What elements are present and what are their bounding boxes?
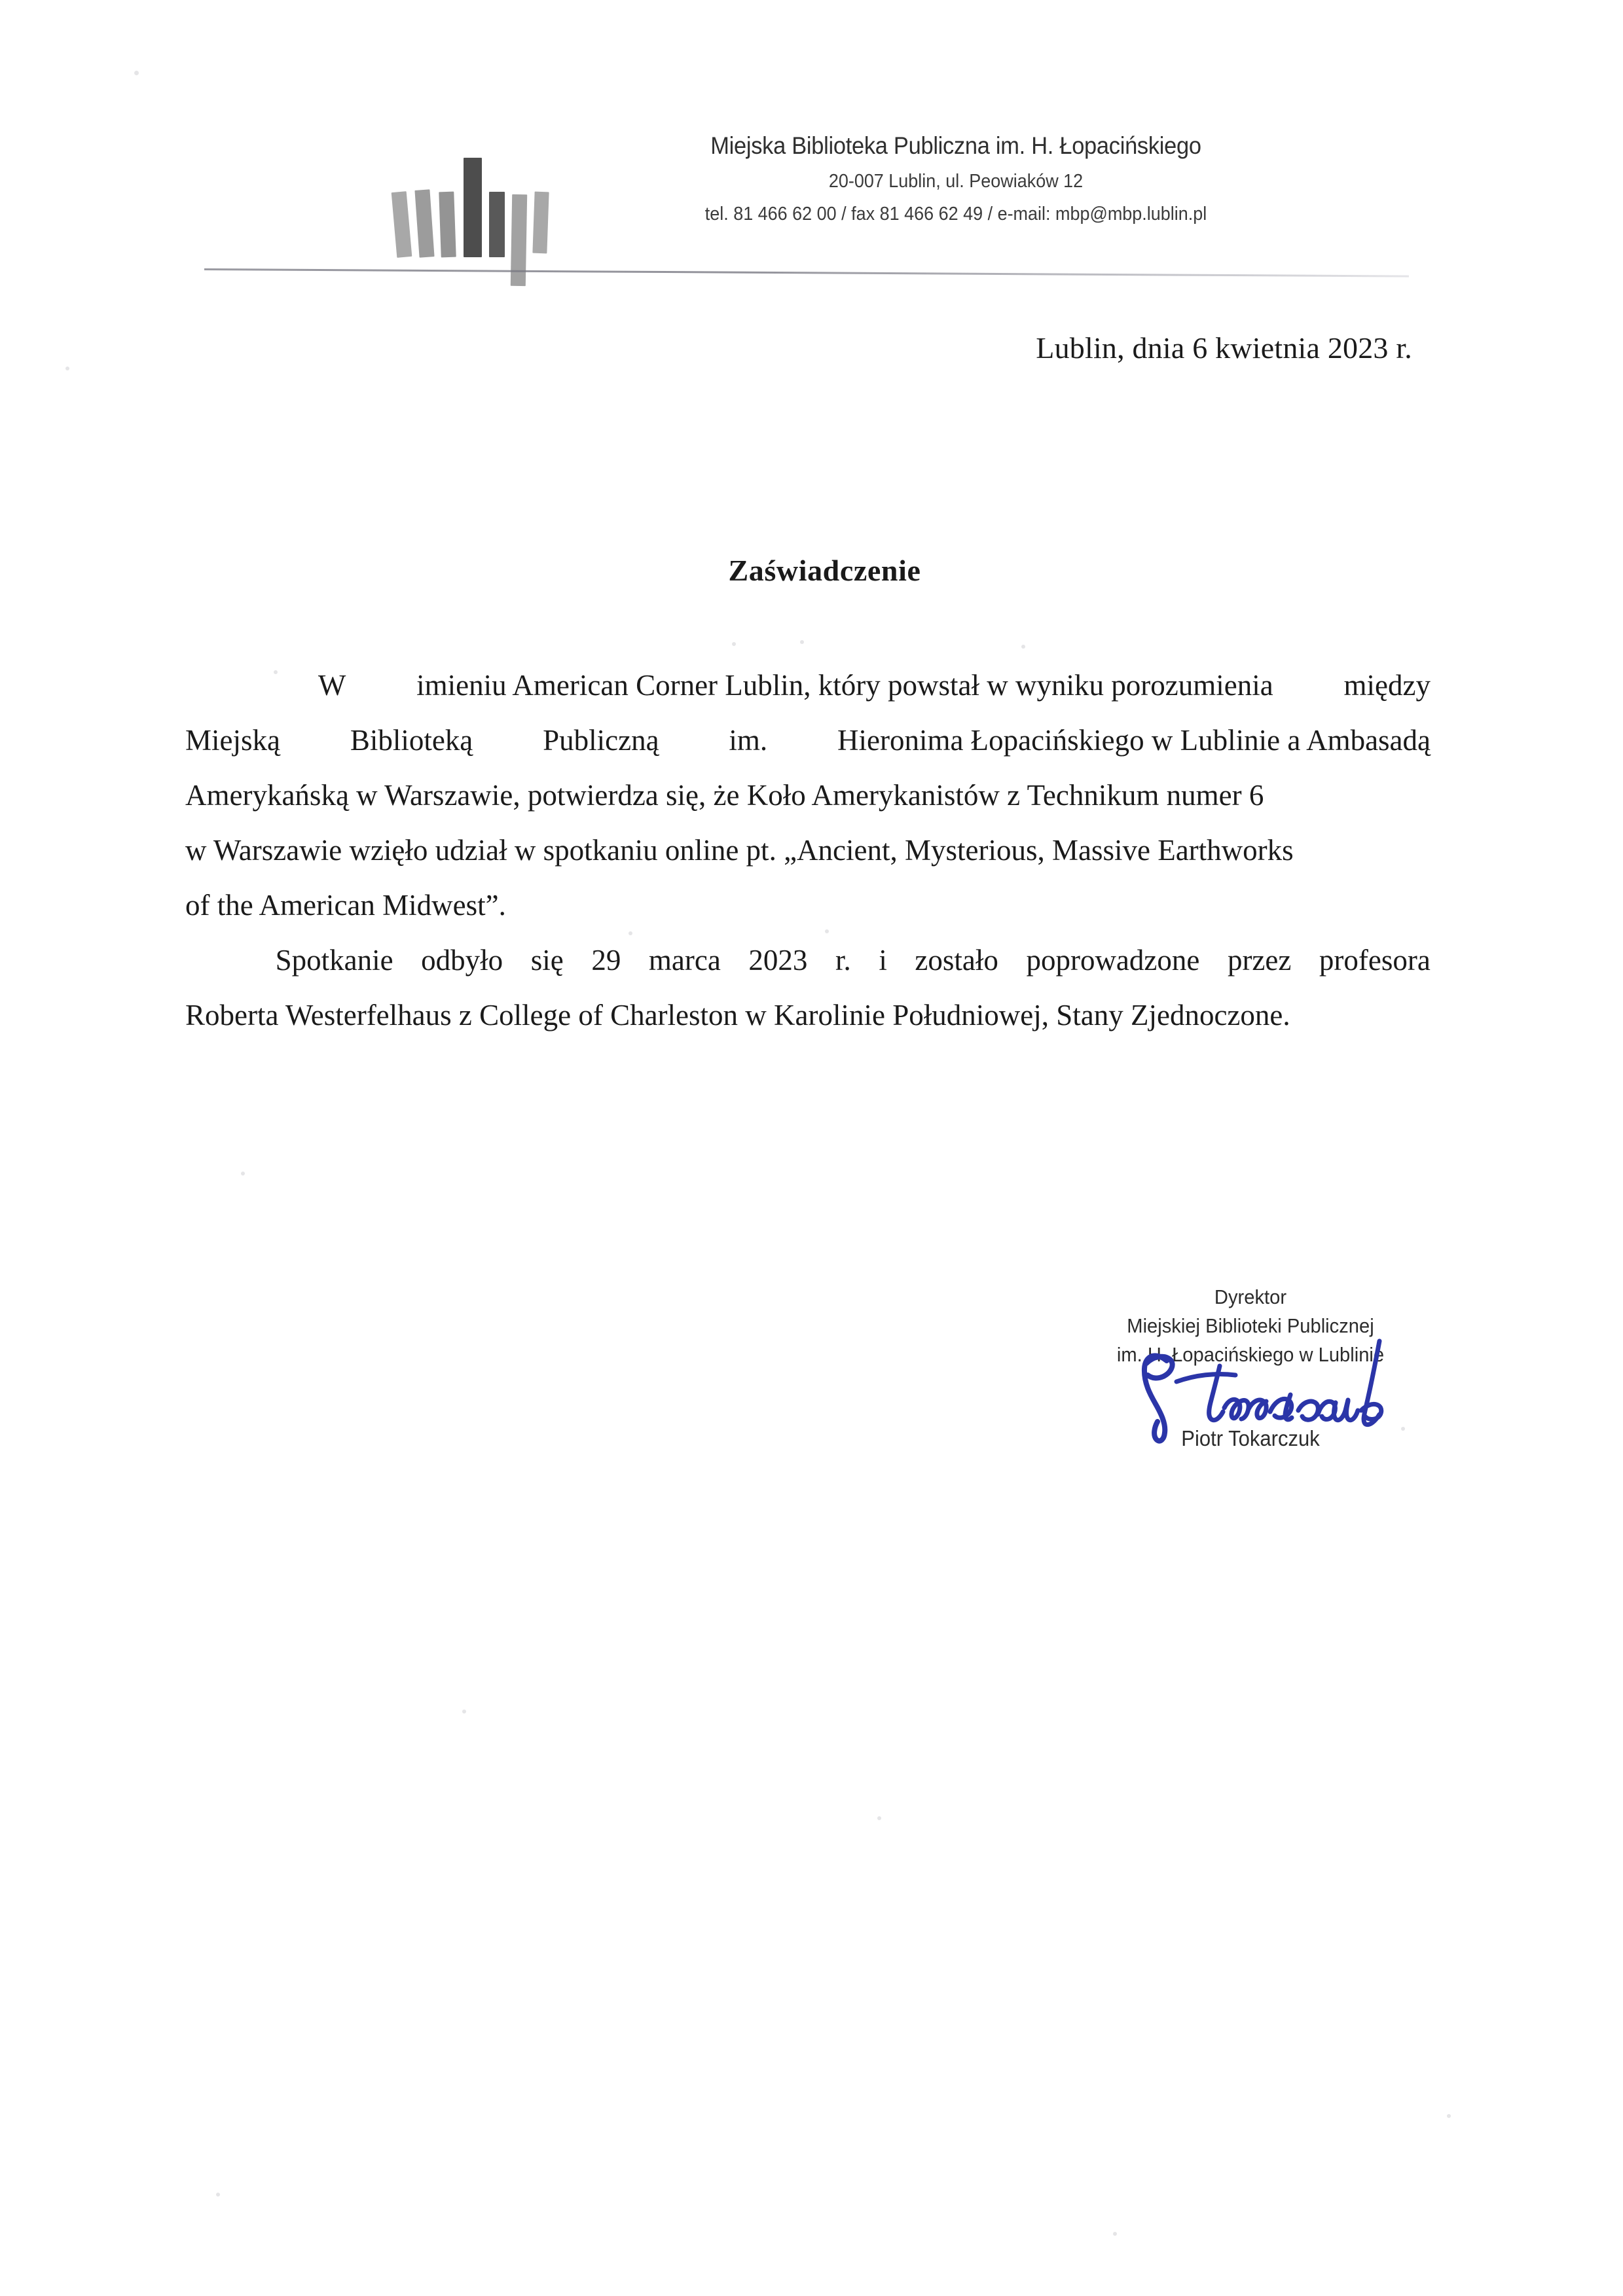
body-line: [185, 658, 1431, 713]
scan-speckle: [877, 1816, 881, 1820]
logo-bar: [392, 191, 412, 258]
scan-speckle: [462, 1710, 466, 1713]
body-line: Roberta Westerfelhaus z College of Charleston w Karolinie Południowej, Stany Zjednoczone.: [185, 999, 1290, 1031]
body-line-segment: Hieronima Łopacińskiego w Lublinie a Ambasadą: [837, 724, 1431, 757]
body-line-segment: Publiczną: [543, 724, 659, 757]
scan-speckle: [1021, 645, 1025, 649]
body-line-segment: 2023: [748, 944, 808, 977]
body-line-segment: imieniu American Corner Lublin, który powstał w wyniku porozumienia: [416, 669, 1273, 702]
dateline: Lublin, dnia 6 kwietnia 2023 r.: [1036, 331, 1412, 365]
logo-bar: [532, 192, 549, 254]
scan-speckle: [1447, 2114, 1451, 2118]
signature-block: [1074, 1283, 1427, 1453]
body-line: [185, 713, 1431, 768]
body-line-segment: odbyło: [421, 944, 503, 977]
body-line-segment: Spotkanie: [275, 944, 393, 977]
body-line-segment: zostało: [915, 944, 998, 977]
body-line-segment: Miejską: [185, 724, 280, 757]
body-line-segment: profesora: [1319, 944, 1431, 977]
body-line-segment: się: [530, 944, 564, 977]
scan-speckle: [800, 640, 804, 644]
mbp-library-logo-icon: [393, 124, 550, 265]
header-divider: [204, 268, 1409, 278]
organization-address: 20-007 Lublin, ul. Peowiaków 12: [828, 171, 1084, 192]
body-line: w Warszawie wzięło udział w spotkaniu online pt. „Ancient, Mysterious, Massive Earthworks: [185, 834, 1294, 867]
signatory-institution-line: im. H. Łopacińskiego w Lublinie: [1116, 1343, 1385, 1366]
body-line-segment: Biblioteką: [350, 724, 473, 757]
organization-block: [642, 131, 1270, 228]
logo-bar: [511, 194, 527, 286]
letterhead: [0, 124, 1623, 262]
body-line-segment: i: [879, 944, 887, 977]
organization-name: Miejska Biblioteka Publiczna im. H. Łopacińskiego: [710, 132, 1201, 159]
scan-speckle: [216, 2193, 220, 2197]
paragraph-indent: [185, 933, 247, 988]
logo-bar: [439, 192, 456, 258]
logo-bar: [464, 158, 482, 257]
body-line-segment: W: [318, 669, 346, 702]
body-line: Amerykańską w Warszawie, potwierdza się, że Koło Amerykanistów z Technikum numer 6: [185, 779, 1264, 812]
body-line-segment: im.: [729, 724, 768, 757]
body-line-segment: poprowadzone: [1026, 944, 1200, 977]
body-line-segment: r.: [835, 944, 851, 977]
signatory-name: Piotr Tokarczuk: [1181, 1426, 1320, 1450]
scan-speckle: [1113, 2232, 1117, 2236]
scan-speckle: [134, 71, 139, 75]
signatory-institution-line: Miejskiej Biblioteki Publicznej: [1127, 1314, 1374, 1337]
scan-speckle: [241, 1172, 245, 1175]
scan-speckle: [65, 367, 69, 370]
paragraph-2: [185, 933, 1431, 1043]
scan-speckle: [732, 642, 736, 646]
body-line-segment: między: [1343, 669, 1431, 702]
body-line-segment: przez: [1227, 944, 1292, 977]
paragraph-1: [185, 658, 1431, 933]
logo-bar: [414, 189, 434, 257]
body-line-segment: 29: [591, 944, 621, 977]
organization-contact: tel. 81 466 62 00 / fax 81 466 62 49 / e-mail: mbp@mbp.lublin.pl: [704, 203, 1207, 224]
paragraph-indent: [185, 658, 247, 713]
body-line-segment: marca: [648, 944, 721, 977]
signatory-role: Dyrektor: [1214, 1285, 1287, 1308]
document-title: Zaświadczenie: [728, 554, 921, 587]
body-line: of the American Midwest”.: [185, 889, 506, 922]
body-line: [185, 933, 1431, 988]
logo-bar: [489, 192, 505, 257]
document-body: [185, 658, 1431, 1043]
